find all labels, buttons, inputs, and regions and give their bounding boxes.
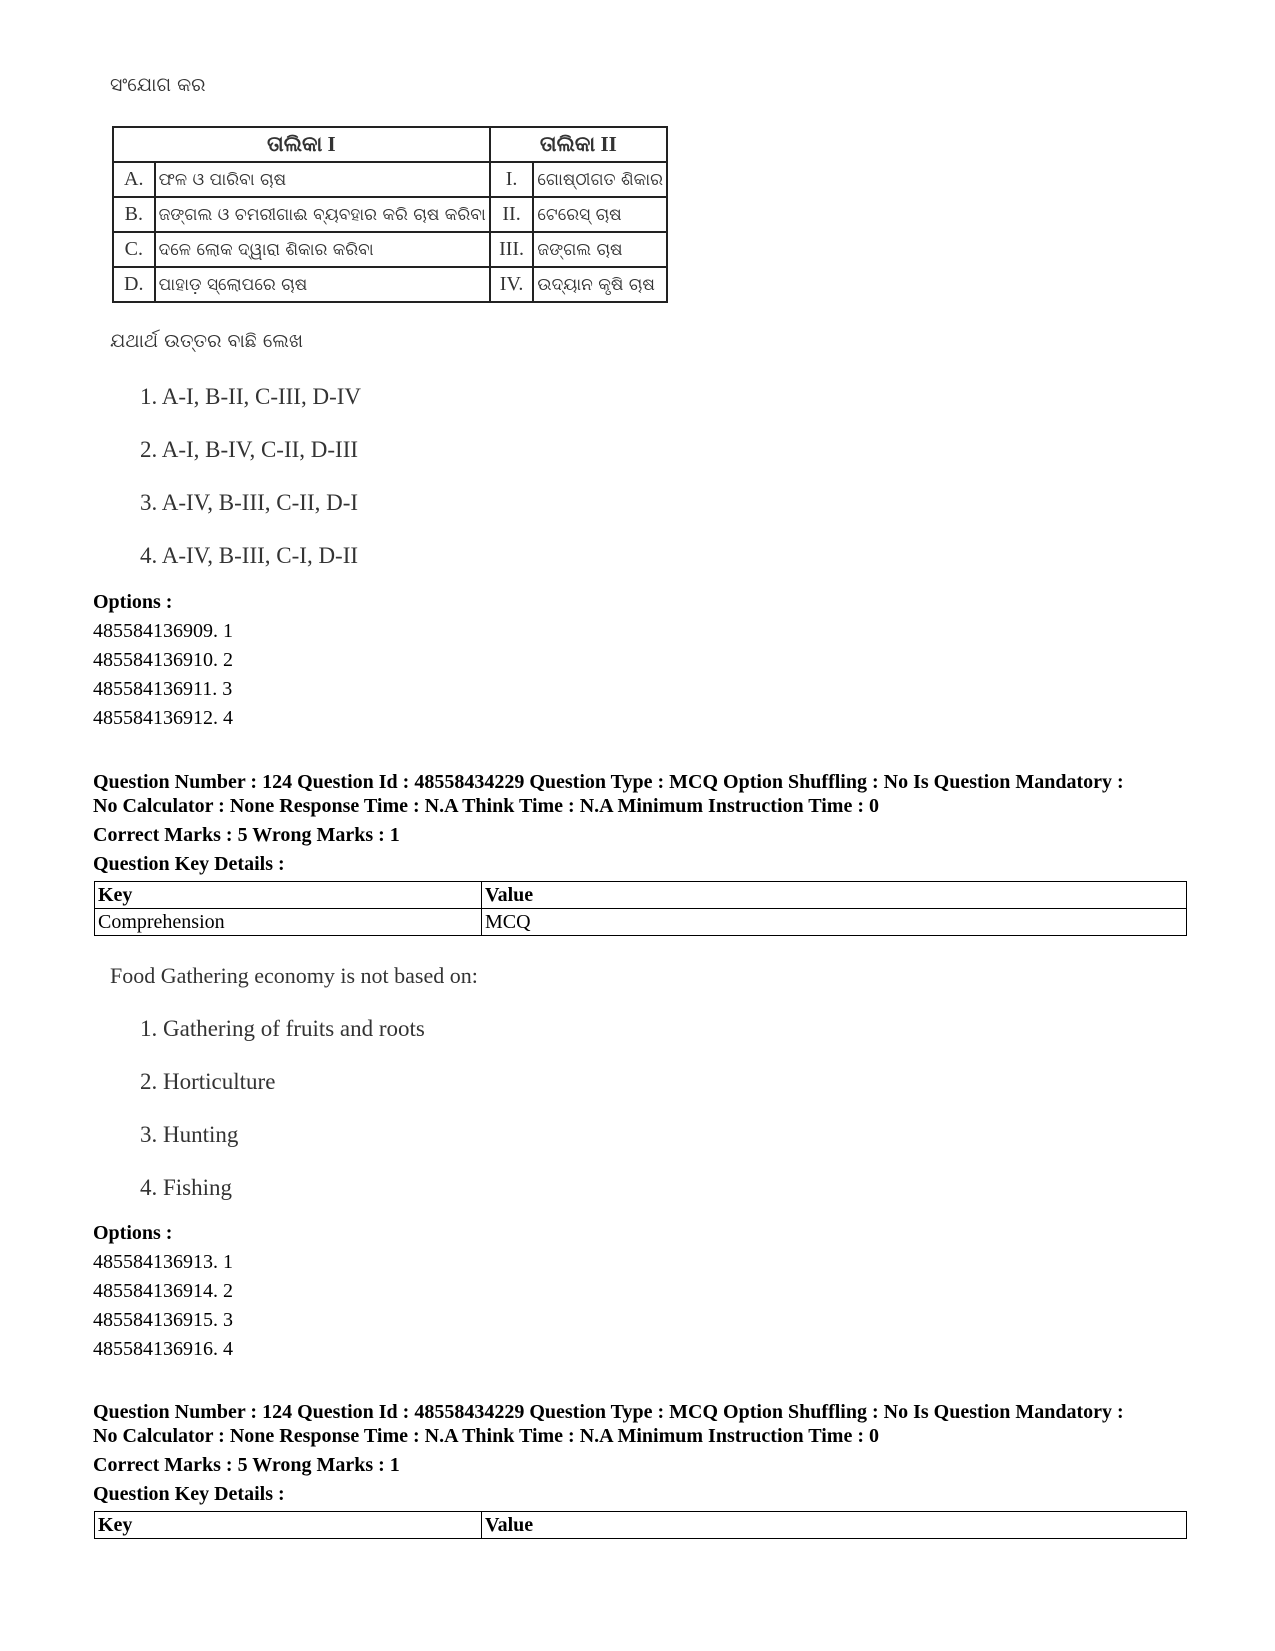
matching-table-header xyxy=(113,127,667,162)
option-id-line: 485584136915. 3 xyxy=(93,1309,233,1331)
list-1-item: ଜଙ୍ଗଲ ଓ ଚମରୀଗାଈ ବ୍ୟବହାର କରି ଚାଷ କରିବା xyxy=(155,197,490,232)
list-1-item: ଦଳେ ଲୋକ ଦ୍ୱାରା ଶିକାର କରିବା xyxy=(155,232,490,267)
key-column-header: Key xyxy=(95,1512,482,1539)
option-id-line: 485584136910. 2 xyxy=(93,649,233,671)
list-1-header: ତାଲିକା I xyxy=(113,127,490,162)
key-column-header: Key xyxy=(95,882,482,909)
key-value-table xyxy=(94,881,1187,936)
row-label: II. xyxy=(490,197,534,232)
choice-1: 1. Gathering of fruits and roots xyxy=(140,1016,425,1041)
row-label: B. xyxy=(113,197,155,232)
list-2-item: ଜଙ୍ଗଲ ଚାଷ xyxy=(533,232,667,267)
option-id-line: 485584136912. 4 xyxy=(93,707,233,729)
key-details-heading: Question Key Details : xyxy=(93,853,285,875)
value-column-header: Value xyxy=(482,1512,1187,1539)
question-meta-line-2: No Calculator : None Response Time : N.A Think Time : N.A Minimum Instruction Time : 0 xyxy=(93,795,879,817)
list-1-item: ଫଳ ଓ ପାରିବା ଚାଷ xyxy=(155,162,490,197)
table-header-row xyxy=(95,882,1187,909)
row-label: IV. xyxy=(490,267,534,302)
value-column-header: Value xyxy=(482,882,1187,909)
option-id-line: 485584136916. 4 xyxy=(93,1338,233,1360)
list-1-item: ପାହାଡ଼ ସ୍ଲୋପରେ ଚାଷ xyxy=(155,267,490,302)
list-2-header: ତାଲିକା II xyxy=(490,127,667,162)
key-value-table xyxy=(94,1511,1187,1539)
row-label: III. xyxy=(490,232,534,267)
table-row xyxy=(113,232,667,267)
list-2-item: ଟେରେସ୍ ଚାଷ xyxy=(533,197,667,232)
row-label: A. xyxy=(113,162,155,197)
question-meta-line-1: Question Number : 124 Question Id : 48558434229 Question Type : MCQ Option Shuffling : No Is Question Mandatory : xyxy=(93,771,1124,793)
key-cell: Comprehension xyxy=(95,909,482,936)
table-header-row xyxy=(95,1512,1187,1539)
instruction-text: ସଂଯୋଗ କର xyxy=(110,74,206,96)
question-meta-line-2: No Calculator : None Response Time : N.A Think Time : N.A Minimum Instruction Time : 0 xyxy=(93,1425,879,1447)
option-id-line: 485584136913. 1 xyxy=(93,1251,233,1273)
matching-table xyxy=(112,126,668,303)
list-2-item: ଉଦ୍ୟାନ କୃଷି ଚାଷ xyxy=(533,267,667,302)
choice-1: 1. A-I, B-II, C-III, D-IV xyxy=(140,384,361,409)
key-details-heading: Question Key Details : xyxy=(93,1483,285,1505)
options-heading: Options : xyxy=(93,591,173,613)
option-id-line: 485584136914. 2 xyxy=(93,1280,233,1302)
marks-line: Correct Marks : 5 Wrong Marks : 1 xyxy=(93,1454,400,1476)
value-cell: MCQ xyxy=(482,909,1187,936)
choice-2: 2. A-I, B-IV, C-II, D-III xyxy=(140,437,359,462)
answer-prompt: ଯଥାର୍ଥ ଉତ୍ତର ବାଛି ଲେଖ xyxy=(110,330,304,352)
list-2-item: ଗୋଷ୍ଠୀଗତ ଶିକାର xyxy=(533,162,667,197)
option-id-line: 485584136909. 1 xyxy=(93,620,233,642)
question-stem: Food Gathering economy is not based on: xyxy=(110,963,478,988)
options-heading: Options : xyxy=(93,1222,173,1244)
marks-line: Correct Marks : 5 Wrong Marks : 1 xyxy=(93,824,400,846)
row-label: C. xyxy=(113,232,155,267)
choice-3: 3. A-IV, B-III, C-II, D-I xyxy=(140,490,359,515)
choice-2: 2. Horticulture xyxy=(140,1069,276,1094)
choice-4: 4. Fishing xyxy=(140,1175,233,1200)
question-meta-line-1: Question Number : 124 Question Id : 48558434229 Question Type : MCQ Option Shuffling : No Is Question Mandatory : xyxy=(93,1401,1124,1423)
choice-4: 4. A-IV, B-III, C-I, D-II xyxy=(140,543,359,568)
row-label: D. xyxy=(113,267,155,302)
table-row xyxy=(113,267,667,302)
row-label: I. xyxy=(490,162,534,197)
table-row xyxy=(113,162,667,197)
option-id-line: 485584136911. 3 xyxy=(93,678,233,700)
choice-3: 3. Hunting xyxy=(140,1122,239,1147)
table-row xyxy=(95,909,1187,936)
table-row xyxy=(113,197,667,232)
